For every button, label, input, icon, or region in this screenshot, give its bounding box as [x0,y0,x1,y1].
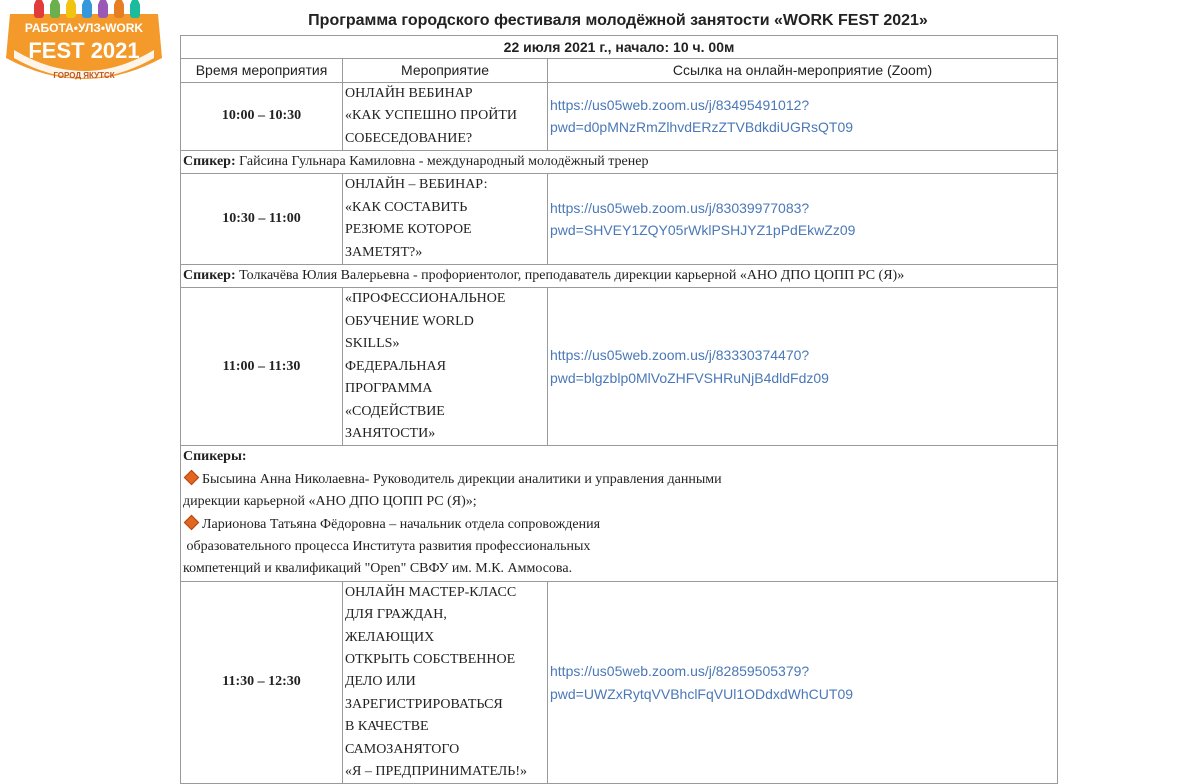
col-header-time: Время мероприятия [181,59,343,82]
speaker-label: Спикер: [183,268,236,284]
col-header-event: Мероприятие [343,59,548,82]
event-line: ОНЛАЙН – ВЕБИНАР: [345,177,488,193]
speaker-row [181,265,1058,288]
event-title [343,82,548,150]
event-line: ФЕДЕРАЛЬНАЯ [345,358,446,374]
event-line: РЕЗЮМЕ КОТОРОЕ [345,222,472,238]
event-line: ЗАРЕГИСТРИРОВАТЬСЯ [345,696,503,712]
event-line: ДЕЛО ИЛИ [345,674,416,690]
speaker-row [181,446,1058,581]
work-fest-logo [4,0,164,90]
event-line: ЖЕЛАЮЩИХ [345,629,435,645]
event-line: SKILLS» [345,336,400,352]
diamond-bullet-icon [184,469,200,485]
event-time: 10:00 – 10:30 [181,82,343,150]
event-line: САМОЗАНЯТОГО [345,741,460,757]
event-line: «СОДЕЙСТВИЕ [345,403,445,419]
logo-line3: ГОРОД ЯКУТСК [53,71,115,80]
zoom-link[interactable] [548,288,1058,446]
zoom-link-url[interactable]: https://us05web.zoom.us/j/82859505379? [550,663,810,680]
event-line: В КАЧЕСТВЕ [345,719,429,735]
speaker-text: Гайсина Гульнара Камиловна - международный молодёжный тренер [235,154,649,170]
event-line: ЗАМЕТЯТ?» [345,244,423,260]
zoom-link-pwd[interactable]: pwd=d0pMNzRmZlhvdERzZTVBdkdiUGRsQT09 [550,119,854,136]
date-line: 22 июля 2021 г., начало: 10 ч. 00м [181,36,1058,59]
zoom-link-url[interactable]: https://us05web.zoom.us/j/83330374470? [550,347,810,364]
speaker-text: дирекции карьерной «АНО ДПО ЦОПП РС (Я)»; [183,494,477,510]
zoom-link-url[interactable]: https://us05web.zoom.us/j/83495491012? [550,97,810,114]
speaker-text: Ларионова Татьяна Фёдоровна – начальник отдела сопровождения [202,516,601,532]
event-line: «КАК СОСТАВИТЬ [345,199,468,215]
logo-line1: РАБОТА•УЛЗ•WORK [24,21,144,35]
event-row [181,174,1058,265]
event-line: ЗАНЯТОСТИ» [345,425,436,441]
event-line: ОНЛАЙН ВЕБИНАР [345,85,473,101]
speaker-text: компетенций и квалификаций "Open" СВФУ им. М.К. Аммосова. [183,561,573,577]
speaker-info [181,446,1058,581]
event-time: 11:00 – 11:30 [181,288,343,446]
speaker-info [181,151,1058,174]
event-line: «КАК УСПЕШНО ПРОЙТИ [345,108,517,124]
date-row [181,36,1058,59]
event-line: СОБЕСЕДОВАНИЕ? [345,130,473,146]
event-row [181,288,1058,446]
event-row [181,581,1058,784]
speaker-info [181,265,1058,288]
header-row [181,59,1058,82]
logo-line2: FEST 2021 [28,38,140,63]
zoom-link[interactable] [548,82,1058,150]
event-line: ОБУЧЕНИЕ WORLD [345,313,474,329]
zoom-link-url[interactable]: https://us05web.zoom.us/j/83039977083? [550,199,810,216]
event-line: «ПРОФЕССИОНАЛЬНОЕ [345,291,506,307]
event-title [343,581,548,784]
event-line: «Я – ПРЕДПРИНИМАТЕЛЬ!» [345,764,528,779]
event-line: ДЛЯ ГРАЖДАН, [345,607,447,623]
event-line: ОТКРЫТЬ СОБСТВЕННОЕ [345,651,516,667]
speaker-text: Толкачёва Юлия Валерьевна - профориентолог, преподаватель дирекции карьерной «АНО ДПО ЦОПП РС (Я)» [235,268,905,284]
zoom-link-pwd[interactable]: pwd=blgzblp0MlVoZHFVSHRuNjB4dldFdz09 [550,369,829,386]
zoom-link[interactable] [548,581,1058,784]
event-line: ОНЛАЙН МАСТЕР-КЛАСС [345,584,517,600]
speaker-text: образовательного процесса Института развития профессиональных [183,538,591,554]
page-title: Программа городского фестиваля молодёжной занятости «WORK FEST 2021» [308,12,928,29]
diamond-bullet-icon [184,514,200,530]
speaker-label: Спикер: [183,154,236,170]
speaker-row [181,151,1058,174]
event-line: ПРОГРАММА [345,381,433,397]
speaker-text: Бысыина Анна Николаевна- Руководитель дирекции аналитики и управления данными [202,471,722,487]
event-title [343,174,548,265]
program-table [180,35,1058,784]
zoom-link-pwd[interactable]: pwd=SHVEY1ZQY05rWklPSHJYZ1pPdEkwZz09 [550,222,856,239]
event-time: 11:30 – 12:30 [181,581,343,784]
col-header-link: Ссылка на онлайн-мероприятие (Zoom) [548,59,1058,82]
speaker-label: Спикеры: [183,449,247,465]
event-row [181,82,1058,150]
zoom-link-pwd[interactable]: pwd=UWZxRytqVVBhclFqVUl1ODdxdWhCUT09 [550,685,854,702]
zoom-link[interactable] [548,174,1058,265]
event-title [343,288,548,446]
event-time: 10:30 – 11:00 [181,174,343,265]
